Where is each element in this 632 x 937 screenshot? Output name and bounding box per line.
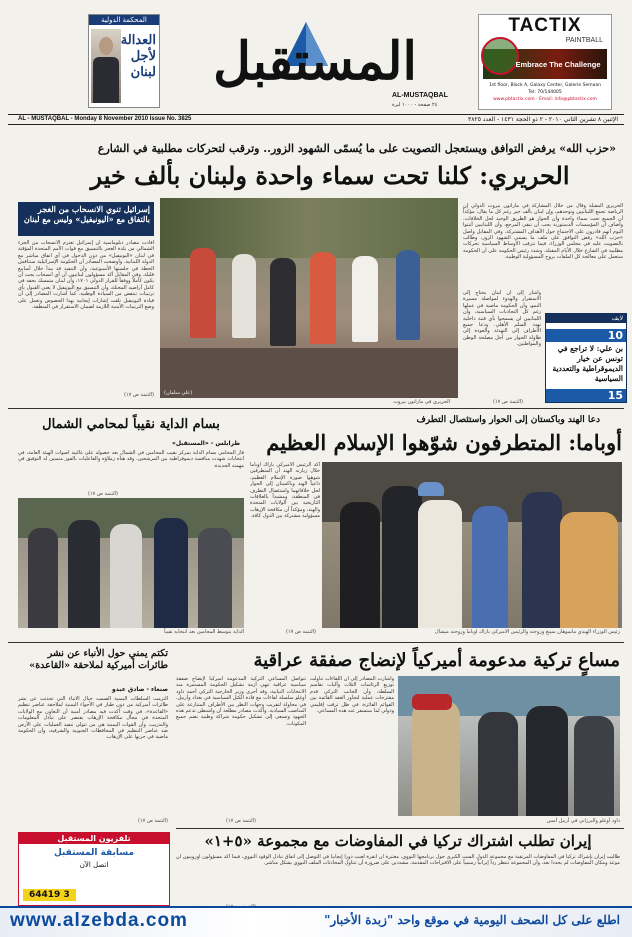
lead-headline[interactable]: الحريري: كلنا تحت سماء واحدة ولبنان بألف خير xyxy=(90,161,570,190)
dateline-english: AL - MUSTAQBAL - Monday 8 November 2010 Issue No. 3825 xyxy=(18,116,192,122)
lawyers-headline[interactable]: بسام الداية نقيباً لمحامي الشمال xyxy=(42,417,220,432)
ad-stamp-icon xyxy=(481,37,519,75)
bottom-ad-line-2: مسابقة المستقبل xyxy=(53,848,135,858)
lead-kicker[interactable]: «حزب الله» يرفض التوافق ويستعجل التصويت على ما يُسمّى الشهود الزور.. وترقب لتحركات مطلبية في الشارع xyxy=(97,142,616,155)
obama-body: أكد الرئيس الأميركي باراك أوباما خلال زيارته الهند أن المتطرفين شوهوا صورة الإسلام العظيم، داعياً الهند وباكستان إلى الحوار لحل خلافاتهما واستئصال التطرف في المنطقة، ومشيداً بالعلاقات التاريخية بين الولايات المتحدة والهند، ومؤكداً أن مكافحة الإرهاب مسؤولية مشتركة بين الدول كافة. xyxy=(250,462,320,520)
tribunal-title: المحكمة الدولية xyxy=(89,15,159,25)
lawyers-photo xyxy=(18,498,244,628)
iran-headline[interactable]: إيران تطلب اشتراك تركيا في المفاوضات مع مجموعة «٥+١» xyxy=(204,832,592,850)
obama-continued: (التتمة ص ١٧) xyxy=(285,629,316,635)
ad-web: www.pbtactix.com - Email: info@pbtactix.com xyxy=(493,97,597,102)
yemen-byline: صنعاء - صادق عبدو xyxy=(112,686,168,693)
lawyers-byline: طرابلس - «المستقبل» xyxy=(171,440,240,447)
price-line: ٢٤ صفحة - ١٠٠٠ ليرة xyxy=(392,102,438,108)
box-number-top: 10 xyxy=(546,329,626,342)
obama-kicker: دعا الهند وباكستان إلى الحوار واستئصال التطرف xyxy=(416,415,600,425)
side-story-body: أفادت مصادر دبلوماسية أن إسرائيل تعتزم الانسحاب من الجزء الشمالي من بلدة الغجر بالتنسيق مع قوات الأمم المتحدة المؤقتة في لبنان «اليونيفيل» من دون الدخول في أي اتفاق مباشر مع الدولة اللبنانية. وأوضحت المصادر أن الحكومة الإسرائيلية ستناقش الخطة في جلستها الأسبوعية، وأن التنفيذ قد يبدأ خلال أسابيع قليلة. وفي المقابل أكد مسؤولون لبنانيون أن أي انسحاب يجب أن يكون كاملاً ووفقاً للقرار الدولي ١٧٠١، وأن لبنان متمسك بحقه في كامل أراضيه المحتلة، وأن التنسيق مع اليونيفيل لا يعني القبول بأي ترتيبات تنتقص من السيادة الوطنية. كما أشارت المصادر إلى أن قيادة اليونيفيل تلقت إشارات إيجابية بهذا الخصوص وتعمل على وضع الترتيبات الأمنية اللازمة لضمان الاستقرار في المنطقة. xyxy=(18,240,154,311)
obama-photo xyxy=(322,462,622,628)
lead-photo-caption: الحريري في ماراتون بيروت xyxy=(393,399,450,405)
lawyers-continued: (التتمة ص ١٧) xyxy=(87,491,118,497)
obama-caption: رئيس الوزراء الهندي مانموهان سينغ وزوجته والرئيس الأميركي باراك أوباما وزوجته ميشال xyxy=(435,629,620,635)
lead-body-column: الحريري المقبلة وقال من خلال المشاركة في ماراتون بيروت الدولي إن الرياضة تجمع اللبنانيين وتوحدهم، وإن لبنان بألف خير رغم كل ما يقال، مؤكداً أن الجميع تحت سماء واحدة وأن الحوار هو الطريق الوحيد لحل الخلافات. وأضاف أن المؤسسات الدستورية يجب أن تبقى المرجع، وأن اللبنانيين أثبتوا اليوم أنهم قادرون على الاجتماع حول الأهداف المشتركة. وفي المقابل واصل «حزب الله» رفض التوافق على ملف ما يسمى الشهود الزور، وطالب بالتصويت عليه في مجلس الوزراء، فيما تترقب الأوساط السياسية تحركات مطلبية في الشارع خلال الأيام المقبلة. وشدد رئيس الحكومة على أن الحكومة ستعمل على معالجة كل الملفات بروح المسؤولية الوطنية. xyxy=(463,203,623,261)
box-number-bottom: 15 xyxy=(546,389,626,402)
footer-url[interactable]: www.alzebda.com xyxy=(10,910,188,931)
badge-line-3: لبنان xyxy=(130,65,156,80)
marathon-photo xyxy=(160,198,458,398)
badge-line-1: العدالة xyxy=(120,33,156,48)
hariri-portrait xyxy=(91,29,121,103)
tribunal-badge[interactable] xyxy=(88,14,160,108)
iraq-body: تتواصل المساعي التركية المدعومة أميركياً لإنضاج صفقة سياسية عراقية تنهي أزمة تشكيل الحكومة المستمرة منذ الانتخابات النيابية، وقد أجرى وزير الخارجية التركي أحمد داود أوغلو سلسلة لقاءات مع قادة الكتل السياسية في بغداد وأربيل، في محاولة لتقريب وجهات النظر بين الأطراف المتنازعة على المناصب السيادية. وأكدت مصادر مطلعة أن واشنطن تدعم هذه الجهود وتسعى إلى تشكيل حكومة شراكة وطنية تضم جميع المكونات. xyxy=(176,676,306,727)
lawyers-body: فاز المحامي بسام الداية بمركز نقيب المحامين في الشمال بعد حصوله على غالبية أصوات الهيئة العامة، في انتخابات شهدت منافسة ديموقراطية بين المرشحين، وقد هنأه زملاؤه والفاعليات بالفوز متمنين له التوفيق في مهمته الجديدة. xyxy=(18,450,244,469)
iraq-caption: داود أوغلو والبرزاني في أربيل أمس xyxy=(546,818,620,824)
ad-address: 1st floor, Block A, Galaxy Center, Galerie Semaan xyxy=(489,83,601,88)
bottom-ad[interactable] xyxy=(18,832,170,906)
yemen-continued: (التتمة ص ١٧) xyxy=(137,818,168,824)
tactix-ad[interactable] xyxy=(478,14,612,110)
info-box[interactable] xyxy=(545,313,627,403)
footer-banner[interactable] xyxy=(0,906,632,937)
ad-slogan: Embrace The Challenge xyxy=(515,60,601,69)
logo-latin-text: AL-MUSTAQBAL xyxy=(392,92,448,99)
side-story-headline: إسرائيل تنوي الانسحاب من الغجر بالتفاق مع «اليونيفيل» وليس مع لبنان xyxy=(23,204,150,224)
lead-continued: (التتمة ص ١٧) xyxy=(492,399,523,405)
footer-slogan: اطلع على كل الصحف اليومية في موقع واحد "زبدة الأخبار" xyxy=(324,913,620,927)
dateline-arabic: الإثنين ٨ تشرين الثاني ٢٠١٠ - ٢ ذو الحجة ١٤٣١ - العدد ٣٨٢٥ xyxy=(468,116,618,123)
iraq-photo xyxy=(398,676,620,816)
iraq-continued: (التتمة ص ١٧) xyxy=(225,818,256,824)
dateline-bar xyxy=(8,114,624,125)
side-story-headline-box[interactable] xyxy=(18,202,154,236)
yemen-headline[interactable]: تكتم يمني حول الأنباء عن نشر طائرات أميركية لملاحقة «القاعدة» xyxy=(29,648,168,671)
lawyers-caption: الداية يتوسط المحامين بعد انتخابه نقيباً xyxy=(164,629,244,635)
logo-arabic-text: المستقبل xyxy=(213,31,417,92)
iraq-headline[interactable]: مساعٍ تركية مدعومة أميركياً لإنضاج صفقة عراقية xyxy=(253,650,620,671)
yemen-body: التزمت السلطات اليمنية الصمت حيال الأنباء التي تحدثت عن نشر طائرات أميركية من دون طيار في الأجواء اليمنية لملاحقة عناصر تنظيم «القاعدة»، في وقت أكدت فيه مصادر أمنية أن التعاون مع الولايات المتحدة في مجال مكافحة الإرهاب يقتصر على تبادل المعلومات والتدريب، وأن القوات اليمنية هي من تتولى تنفيذ العمليات على الأرض ضد عناصر التنظيم في المحافظات الجنوبية والشرقية، وأن الحكومة ماضية في حربها على الإرهاب. xyxy=(18,696,168,741)
ad-sub: PAINTBALL xyxy=(565,37,603,44)
ad-phone: Tel: 70/144005 xyxy=(528,90,562,95)
side-story-continued: (التتمة ص ١٧) xyxy=(123,392,154,398)
box-label: لايف xyxy=(546,314,626,323)
iraq-body-2: وأشارت المصادر إلى أن اللقاءات تناولت توزيع الرئاسات الثلاث وآليات تقاسم السلطة، وأن الجانب التركي قدم مقترحات عملية لتجاوز العقد القائمة بين القوائم الفائزة، في ظل ترقب إقليمي ودولي لما ستسفر عنه هذه المساعي. xyxy=(310,676,394,715)
logo[interactable] xyxy=(170,16,460,96)
bottom-ad-line-3: اتصل الآن xyxy=(79,861,109,869)
badge-line-2: لأجل xyxy=(130,49,156,64)
lead-body-column-2: وأشار إلى أن لبنان يحتاج إلى الاستقرار والهدوء لمواصلة مسيرة النمو، وأن الحكومة ماضية في عملها رغم كل التجاذبات السياسية، وأن اللبنانيين لن يسمحوا بأي فتنة داخلية تهدد السلم الأهلي. ودعا جميع الأطراف إلى التهدئة والعودة إلى طاولة الحوار من أجل مصلحة الوطن والمواطنين. xyxy=(463,290,541,348)
bottom-ad-code: 64419 3 xyxy=(23,889,76,901)
obama-headline[interactable]: أوباما: المتطرفون شوّهوا الإسلام العظيم xyxy=(266,430,622,455)
ad-brand: TACTIX xyxy=(508,15,582,36)
iran-body: طالبت إيران بإشراك تركيا في المفاوضات المرتقبة مع مجموعة الدول الست الكبرى حول برنامجها النووي، معتبرة أن أنقرة لعبت دوراً إيجابياً في التوصل إلى اتفاق تبادل الوقود النووي، فيما أكد مسؤولون أوروبيون أن موعد ومكان المفاوضات لم يحددا بعد، وأن المجموعة تنتظر رداً إيرانياً رسمياً على الاقتراحات المقدمة، مشددين على ضرورة أن تتناول المحادثات الملف النووي بشكل مباشر. xyxy=(176,854,620,867)
box-text: بن علي: لا تراجع في تونس عن خيار الديموقراطية والتعددية السياسية xyxy=(552,344,623,383)
bottom-ad-line-1: تلفزيون المستقبل xyxy=(19,833,169,844)
marathon-photo-credit: (علي سلمان) xyxy=(164,390,193,396)
masthead xyxy=(0,0,632,112)
